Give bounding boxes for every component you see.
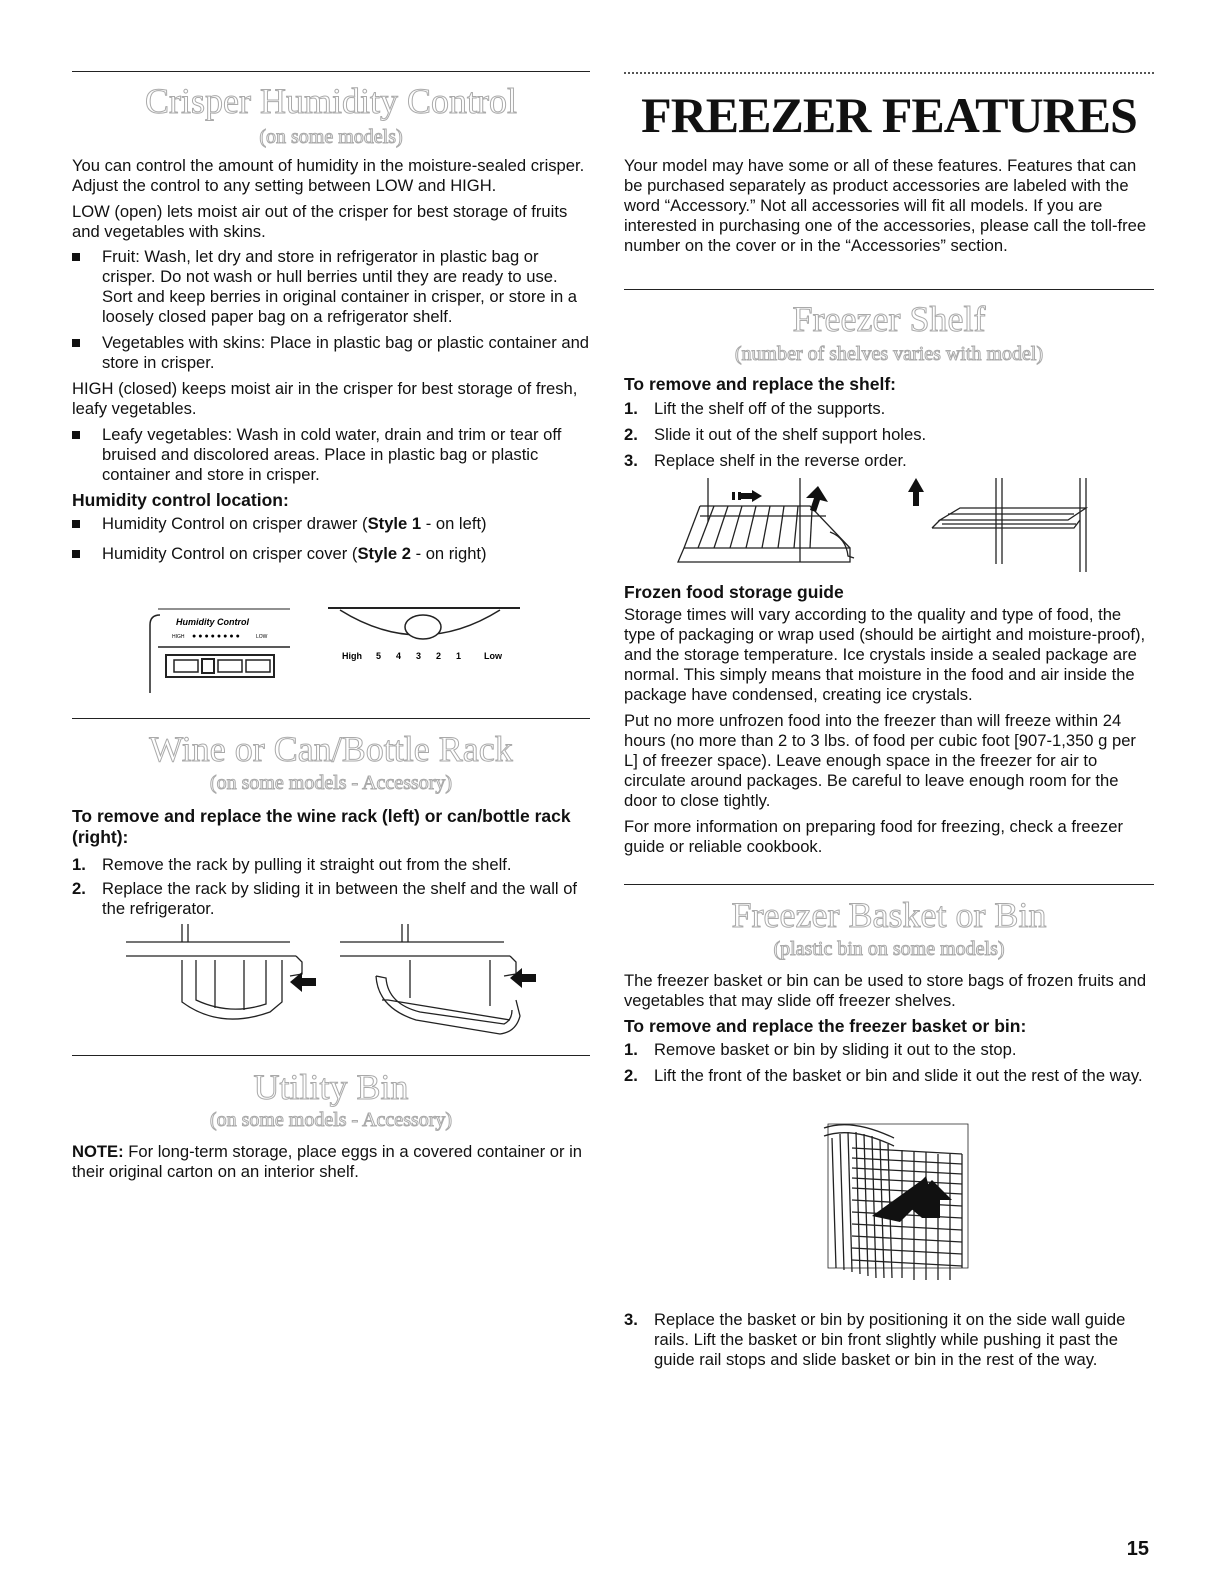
- crisper-p3: HIGH (closed) keeps moist air in the crisper for best storage of fresh, leafy vegetables.: [72, 379, 578, 418]
- list-item: Fruit: Wash, let dry and store in refrigerator in plastic bag or crisper. Do not wash or hull berries until they are ready to use. Sort and keep berries in original container in crisper, or store in a loosely closed paper bag on a refrigerator shelf.: [72, 247, 590, 327]
- rule-basket: [624, 884, 1154, 885]
- basket-subtitle: (plastic bin on some models): [773, 938, 1005, 960]
- utility-body: [72, 1142, 590, 1182]
- list-item: 1. Lift the shelf off of the supports.: [624, 399, 886, 418]
- frozen-p1: Storage times will vary according to the quality and type of food, the type of packaging or wrap used (should be airtight and moisture-proof), and the storage temperature. Ice crystals inside a sealed package are normal. This simply means that moisture in the food and air inside the package have condensed, creating ice crystals.: [624, 605, 1146, 704]
- fig-humidity-label: Humidity Control: [176, 617, 249, 627]
- freezer-shelf-figure: [670, 472, 1100, 572]
- scale-1: 1: [456, 651, 462, 661]
- scale-high: High: [342, 651, 362, 661]
- list-item: Vegetables with skins: Place in plastic bag or plastic container and store in crisper.: [72, 333, 590, 373]
- shelf-steps: [624, 399, 1154, 471]
- crisper-body: [72, 156, 590, 564]
- list-item: [72, 544, 590, 564]
- wine-body: [72, 806, 590, 919]
- shelf-heading: To remove and replace the shelf:: [624, 374, 896, 394]
- wine-step2: Replace the rack by sliding it in between the shelf and the wall of the refrigerator.: [102, 879, 578, 918]
- humidity-control-figure: [140, 605, 540, 695]
- shelf-body: [624, 374, 1154, 471]
- basket-steps: [624, 1040, 1154, 1086]
- crisper-bullets-high: [72, 425, 590, 485]
- crisper-subtitle: (on some models): [259, 126, 403, 148]
- frozen-heading: Frozen food storage guide: [624, 582, 844, 602]
- basket-body: [624, 971, 1154, 1086]
- list-item: Leafy vegetables: Wash in cold water, drain and trim or tear off bruised and discolored areas. Place in plastic bag or plastic container and store in crisper.: [72, 425, 590, 485]
- fig-high-small: HIGH: [172, 634, 185, 640]
- loc2-post: - on right): [410, 544, 487, 563]
- scale-low: Low: [484, 651, 502, 661]
- loc1-post: - on left): [421, 514, 487, 533]
- list-item: 3. Replace shelf in the reverse order.: [624, 451, 907, 470]
- scale-4: 4: [396, 651, 402, 661]
- list-item: [72, 514, 590, 534]
- crisper-p2: LOW (open) lets moist air out of the crisper for best storage of fruits and vegetables with skins.: [72, 202, 568, 241]
- basket-step3: Replace the basket or bin by positioning it on the side wall guide rails. Lift the basket or bin front slightly while pushing it past the guide rail stops and slide basket or bin in the rest of the way.: [654, 1310, 1126, 1369]
- basket-step3-block: [624, 1310, 1154, 1370]
- utility-subtitle: (on some models - Accessory): [209, 1109, 453, 1131]
- crisper-title: Crisper Humidity Control: [145, 81, 517, 121]
- loc1-pre: Humidity Control on crisper drawer (: [102, 514, 368, 533]
- list-item: 1. Remove basket or bin by sliding it out to the stop.: [624, 1040, 1017, 1059]
- freezer-basket-figure: [822, 1118, 972, 1290]
- page-title: FREEZER FEATURES: [641, 87, 1137, 143]
- list-item: 2. Slide it out of the shelf support holes.: [624, 425, 927, 444]
- fig-low-small: LOW: [256, 634, 268, 640]
- top-rule-left: [72, 71, 590, 72]
- scale-2: 2: [436, 651, 442, 661]
- list-item: 1. Remove the rack by pulling it straight out from the shelf.: [72, 855, 512, 874]
- basket-step2: Lift the front of the basket or bin and slide it out the rest of the way.: [654, 1066, 1143, 1085]
- svg-text:●●●●●●●●: ●●●●●●●●: [192, 633, 242, 640]
- basket-heading: To remove and replace the freezer basket or bin:: [624, 1016, 1027, 1036]
- loc1-bold: Style 1: [367, 514, 422, 533]
- wine-heading: To remove and replace the wine rack (left) or can/bottle rack (right):: [72, 806, 571, 847]
- intro-text: Your model may have some or all of these features. Features that can be purchased separately as product accessories are labeled with the word “Accessory.” Not all accessories will fit all models. If you are interested in purchasing one of the accessories, please call the toll-free number on the cover or in the “Accessories” section.: [624, 156, 1147, 255]
- scale-5: 5: [376, 651, 382, 661]
- top-dotted-rule: [624, 72, 1154, 74]
- utility-title: Utility Bin: [253, 1067, 409, 1107]
- rule-utility: [72, 1055, 590, 1056]
- frozen-p3: For more information on preparing food for freezing, check a freezer guide or reliable cookbook.: [624, 817, 1123, 856]
- crisper-bullets-low: [72, 247, 590, 373]
- wine-step1: Remove the rack by pulling it straight out from the shelf.: [102, 855, 512, 874]
- rule-wine: [72, 718, 590, 719]
- rule-shelf: [624, 289, 1154, 290]
- shelf-title: Freezer Shelf: [792, 299, 986, 339]
- shelf-step1: Lift the shelf off of the supports.: [654, 399, 886, 418]
- basket-title: Freezer Basket or Bin: [731, 895, 1047, 935]
- location-heading: Humidity control location:: [72, 490, 289, 510]
- shelf-subtitle: (number of shelves varies with model): [734, 343, 1044, 365]
- list-item: 3. Replace the basket or bin by positioning it on the side wall guide rails. Lift the basket or bin front slightly while pushing it past the guide rail stops and slide basket or bin in the rest of the way.: [624, 1310, 1126, 1369]
- loc2-pre: Humidity Control on crisper cover (: [102, 544, 358, 563]
- shelf-step3: Replace shelf in the reverse order.: [654, 451, 907, 470]
- note-text: For long-term storage, place eggs in a covered container or in their original carton on an interior shelf.: [72, 1142, 583, 1181]
- location-list: [72, 514, 590, 564]
- page-number: 15: [1126, 1538, 1149, 1560]
- shelf-step2: Slide it out of the shelf support holes.: [654, 425, 927, 444]
- basket-step1: Remove basket or bin by sliding it out to the stop.: [654, 1040, 1017, 1059]
- wine-rack-figure: [120, 920, 550, 1038]
- list-item: 2. Lift the front of the basket or bin and slide it out the rest of the way.: [624, 1066, 1143, 1085]
- frozen-guide: [624, 582, 1154, 857]
- wine-subtitle: (on some models - Accessory): [209, 772, 453, 794]
- utility-note: [72, 1142, 590, 1182]
- wine-title: Wine or Can/Bottle Rack: [149, 729, 513, 769]
- wine-steps: [72, 855, 590, 919]
- list-item: 2. Replace the rack by sliding it in between the shelf and the wall of the refrigerator.: [72, 879, 578, 918]
- fig-scale: [342, 651, 503, 661]
- intro-block: [624, 156, 1154, 256]
- scale-3: 3: [416, 651, 422, 661]
- note-label: NOTE:: [72, 1142, 124, 1161]
- loc2-bold: Style 2: [357, 544, 411, 563]
- frozen-p2: Put no more unfrozen food into the freezer than will freeze within 24 hours (no more than 2 to 3 lbs. of food per cubic foot [907-1,350 g per L] of freezer space). Leave enough space in the freezer for air to circulate around packages. Be careful to leave enough room for the door to close tightly.: [624, 711, 1136, 810]
- basket-p1: The freezer basket or bin can be used to store bags of frozen fruits and vegetables that may slide off freezer shelves.: [624, 971, 1147, 1010]
- basket-steps-cont: [624, 1310, 1154, 1370]
- crisper-p1: You can control the amount of humidity in the moisture-sealed crisper. Adjust the control to any setting between LOW and HIGH.: [72, 156, 585, 195]
